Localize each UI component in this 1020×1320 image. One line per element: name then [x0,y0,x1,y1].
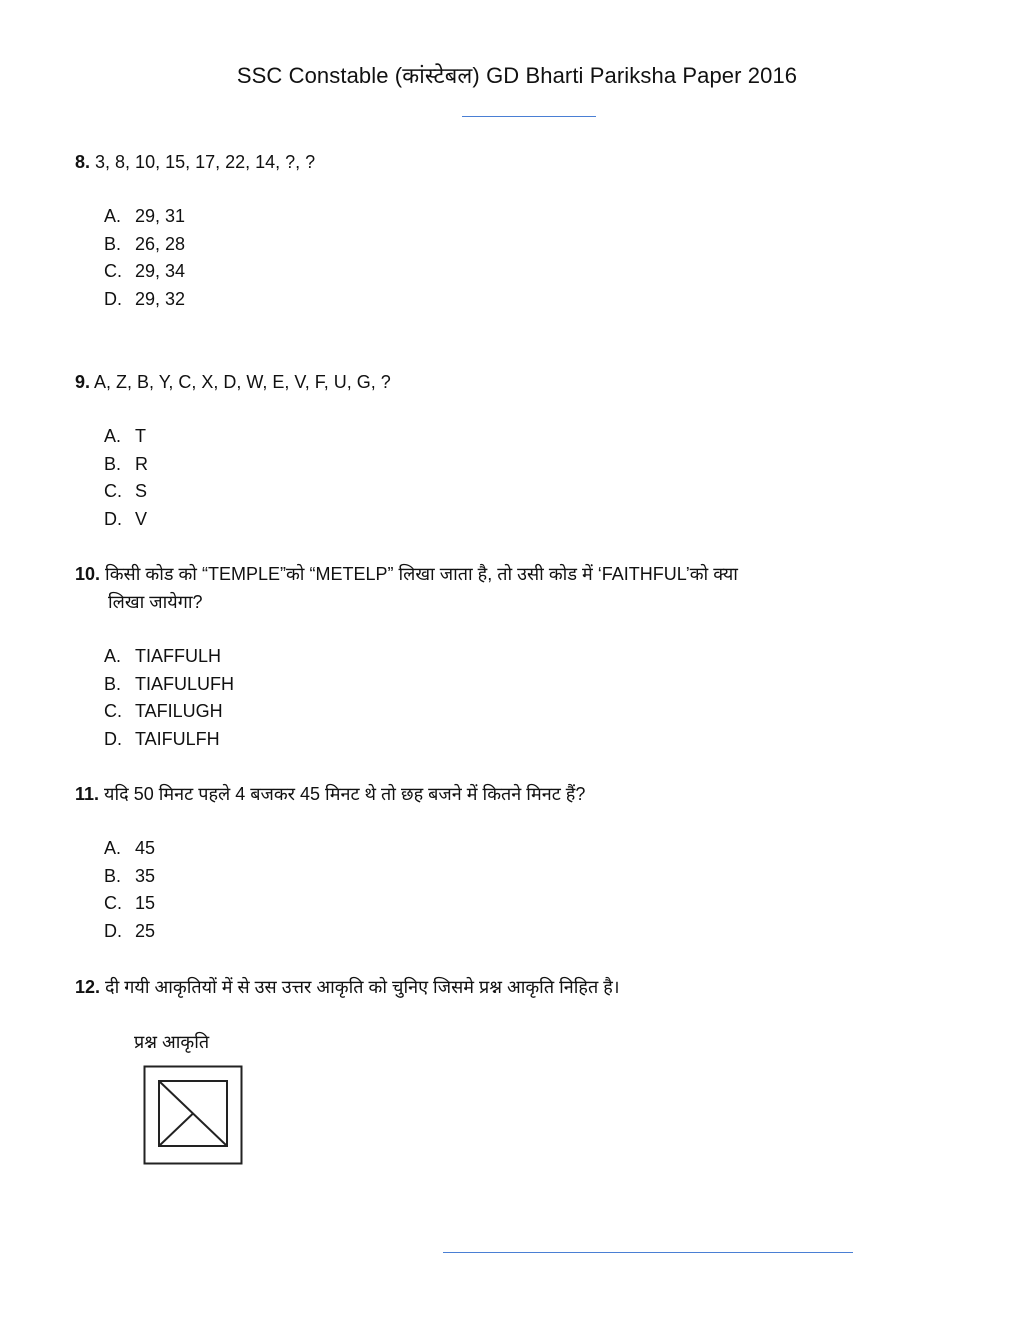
option-letter: B. [104,673,122,694]
question-line-1 [75,560,738,588]
option-letter: A. [104,838,122,858]
options-list-9 [104,423,148,533]
figure-label: प्रश्न आकृति [134,1032,210,1052]
page-title: SSC Constable (कांस्टेबल) GD Bharti Pariksha Paper 2016 [236,63,798,88]
option-a [104,835,155,863]
option-text: TIAFULUFH [135,673,234,694]
option-b [104,231,185,259]
option-b [104,451,148,479]
option-text: S [135,481,148,501]
option-letter: C. [104,261,122,281]
option-text: T [135,426,146,446]
option-b [104,863,155,891]
option-d [104,918,155,946]
option-b [104,671,234,699]
option-letter: D. [104,920,122,941]
question-text: किसी कोड को “TEMPLE”को “METELP” लिखा जाता है, तो उसी कोड में ‘FAITHFUL’को क्या [105,564,738,584]
option-text: 35 [135,865,156,886]
option-text: TIAFFULH [135,646,222,666]
option-letter: B. [104,865,122,886]
half-diagonal-line [159,1114,193,1147]
option-text: 29, 31 [135,206,186,226]
option-a [104,643,234,671]
question-number: 9. [75,372,91,392]
question-8 [75,148,315,176]
option-letter: A. [104,206,122,226]
option-letter: A. [104,646,122,666]
question-figure [143,1065,245,1172]
question-9 [75,368,391,396]
question-number: 12. [75,977,101,997]
option-c [104,478,148,506]
option-text: 25 [135,920,156,941]
question-10 [75,560,738,616]
option-text: 26, 28 [135,233,186,254]
option-letter: C. [104,701,122,721]
option-letter: C. [104,893,122,913]
question-number: 11. [75,784,100,804]
option-c [104,698,234,726]
options-list-8 [104,203,185,313]
option-text: 15 [135,893,156,913]
option-text: 29, 32 [135,288,186,309]
option-text: 45 [135,838,156,858]
option-text: TAFILUGH [135,701,223,721]
options-list-11 [104,835,155,945]
option-text: R [135,453,148,474]
option-d [104,726,234,754]
option-text: V [135,508,148,529]
options-list-10 [104,643,234,753]
option-letter: D. [104,728,122,749]
question-11 [75,780,585,808]
option-letter: B. [104,453,122,474]
option-a [104,423,148,451]
question-figure-diagram [143,1065,245,1167]
question-12 [75,973,620,1001]
option-d [104,286,185,314]
option-letter: D. [104,288,122,309]
header-divider [462,116,596,117]
option-c [104,890,155,918]
question-text-line-2: लिखा जायेगा? [108,592,203,612]
question-number: 10. [75,564,101,584]
question-number: 8. [75,152,91,172]
option-letter: B. [104,233,122,254]
question-text: यदि 50 मिनट पहले 4 बजकर 45 मिनट थे तो छह बजने में कितने मिनट हैं? [104,784,586,804]
option-letter: C. [104,481,122,501]
question-text: A, Z, B, Y, C, X, D, W, E, V, F, U, G, ? [94,372,391,392]
option-a [104,203,185,231]
option-text: 29, 34 [135,261,186,281]
option-letter: A. [104,426,122,446]
footer-divider [443,1252,853,1253]
question-text: दी गयी आकृतियों में से उस उत्तर आकृति को चुनिए जिसमे प्रश्न आकृति निहित है। [105,977,620,997]
option-c [104,258,185,286]
question-text: 3, 8, 10, 15, 17, 22, 14, ?, ? [95,152,316,172]
option-text: TAIFULFH [135,728,220,749]
option-letter: D. [104,508,122,529]
option-d [104,506,148,534]
